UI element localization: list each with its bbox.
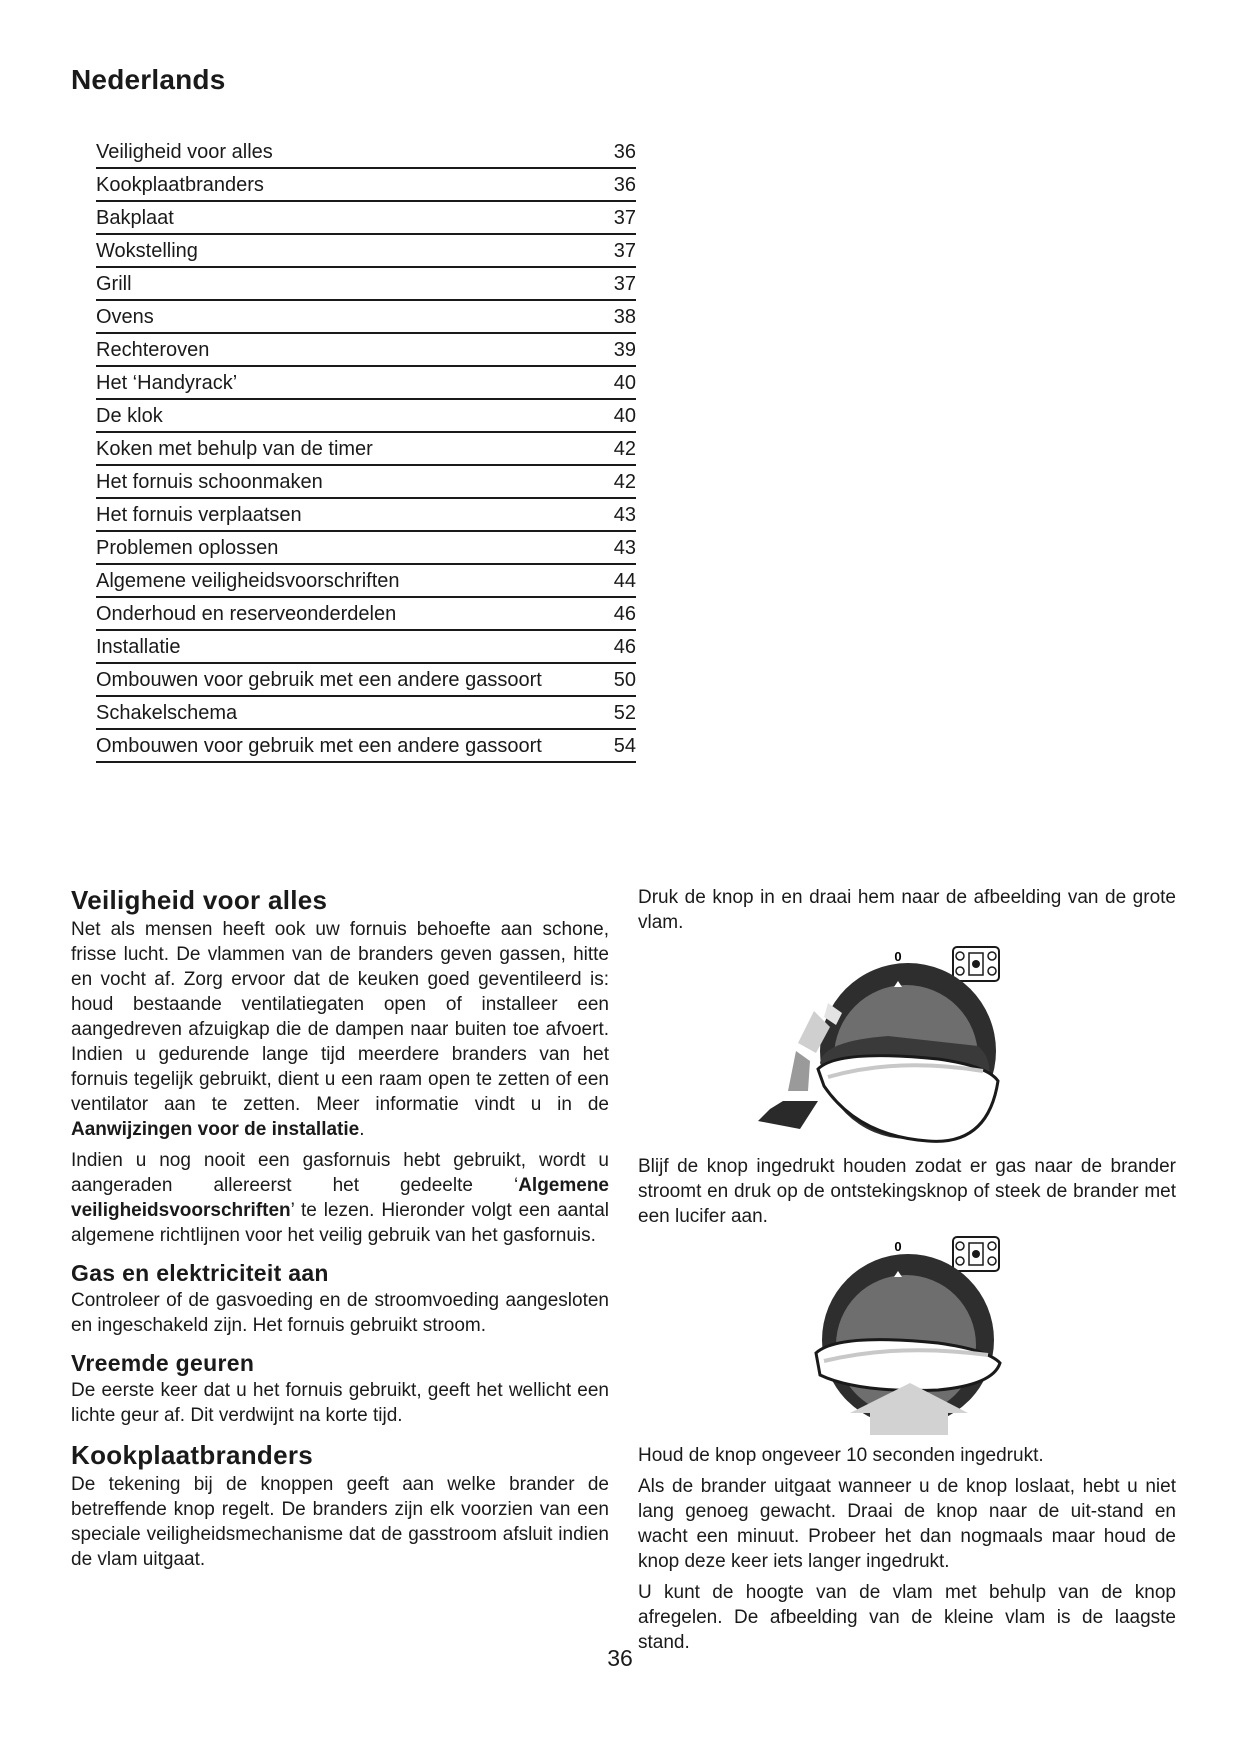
toc-entry-page: 46	[613, 603, 636, 625]
toc-entry-title: Ombouwen voor gebruik met een andere gassoort	[96, 735, 542, 757]
instruction-paragraph-5: U kunt de hoogte van de vlam met behulp van de knop afregelen. De afbeelding van de kleine vlam is de laagste stand.	[638, 1582, 1176, 1653]
toc-entry	[96, 433, 636, 466]
toc-entry	[96, 334, 636, 367]
toc-entry-title: Installatie	[96, 636, 181, 658]
language-title: Nederlands	[71, 64, 226, 95]
toc-entry-title: Bakplaat	[96, 207, 174, 229]
toc-entry-page: 43	[613, 537, 636, 559]
toc-entry	[96, 466, 636, 499]
toc-entry-page: 38	[613, 306, 636, 328]
toc-entry	[96, 367, 636, 400]
gas-paragraph: Controleer of de gasvoeding en de stroomvoeding aangesloten en ingeschakeld zijn. Het fornuis gebruikt stroom.	[71, 1290, 609, 1336]
toc-entry-title: De klok	[96, 405, 163, 427]
toc-entry-page: 46	[613, 636, 636, 658]
toc-entry	[96, 664, 636, 697]
toc-entry	[96, 136, 636, 169]
section-heading-safety: Veiligheid voor alles	[71, 885, 328, 915]
toc-entry-title: Rechteroven	[96, 339, 210, 361]
section-heading-gas: Gas en elektriciteit aan	[71, 1260, 329, 1286]
toc-entry	[96, 499, 636, 532]
knob-turn-figure	[638, 941, 1176, 1146]
instruction-paragraph-4: Als de brander uitgaat wanneer u de knop loslaat, hebt u niet lang genoeg gewacht. Draai de knop naar de uit-stand en wacht een minuut. Probeer het dan nogmaals maar houd de knop deze keer iets langer ingedrukt.	[638, 1476, 1176, 1572]
toc-entry-page: 36	[613, 141, 636, 163]
toc-entry-title: Het fornuis schoonmaken	[96, 471, 323, 493]
control-knob-icon	[818, 963, 998, 1141]
toc-entry-page: 37	[613, 240, 636, 262]
toc-entry-title: Ombouwen voor gebruik met een andere gassoort	[96, 669, 542, 691]
toc-entry-page: 37	[613, 207, 636, 229]
toc-entry-title: Schakelschema	[96, 702, 238, 724]
toc-entry	[96, 268, 636, 301]
toc-entry-page: 36	[613, 174, 636, 196]
toc-entry-page: 52	[613, 702, 636, 724]
toc-entry-title: Ovens	[96, 306, 154, 328]
page-number: 36	[607, 1645, 633, 1671]
toc-entry-title: Wokstelling	[96, 240, 198, 262]
toc-entry	[96, 730, 636, 763]
toc-entry	[96, 697, 636, 730]
toc-entry-title: Onderhoud en reserveonderdelen	[96, 603, 397, 625]
section-heading-smell: Vreemde geuren	[71, 1350, 255, 1376]
right-column	[638, 885, 1176, 1661]
toc-entry	[96, 301, 636, 334]
smell-paragraph: De eerste keer dat u het fornuis gebruikt, geeft het wellicht een lichte geur af. Dit verdwijnt na korte tijd.	[71, 1380, 609, 1426]
toc-entry-page: 50	[613, 669, 636, 691]
table-of-contents	[96, 136, 636, 763]
safety-paragraph-2: Indien u nog nooit een gasfornuis hebt gebruikt, wordt u aangeraden allereerst het gedeelte ‘Algemene veiligheidsvoorschriften’ te lezen. Hieronder volgt een aantal algemene richtlijnen voor het veilig gebruik van het gasfornuis.	[71, 1150, 609, 1246]
toc-entry-title: Grill	[96, 273, 132, 295]
toc-entry	[96, 169, 636, 202]
knob-zero-label: 0	[894, 949, 902, 964]
toc-entry	[96, 565, 636, 598]
instruction-paragraph-3: Houd de knop ongeveer 10 seconden ingedrukt.	[638, 1445, 1044, 1466]
instruction-paragraph-1: Druk de knop in en draai hem naar de afbeelding van de grote vlam.	[638, 887, 1176, 933]
toc-entry-title: Algemene veiligheidsvoorschriften	[96, 570, 400, 592]
toc-entry	[96, 532, 636, 565]
toc-entry-page: 42	[613, 438, 636, 460]
toc-entry-page: 39	[613, 339, 636, 361]
toc-entry-title: Het ‘Handyrack’	[96, 372, 238, 394]
toc-entry-page: 40	[613, 372, 636, 394]
toc-entry-title: Veiligheid voor alles	[96, 141, 273, 163]
hob-burner-diagram-icon	[953, 947, 999, 981]
burners-paragraph: De tekening bij de knoppen geeft aan welke brander de betreffende knop regelt. De branders zijn elk voorzien van een speciale veiligheidsmechanisme dat de gasstroom afsluit indien de vlam uitgaat.	[71, 1474, 609, 1570]
knob-zero-label-2: 0	[894, 1239, 902, 1254]
section-heading-burners: Kookplaatbranders	[71, 1440, 314, 1470]
toc-entry-title: Het fornuis verplaatsen	[96, 504, 302, 526]
toc-entry-page: 37	[613, 273, 636, 295]
toc-entry-title: Koken met behulp van de timer	[96, 438, 373, 460]
toc-entry	[96, 598, 636, 631]
instruction-paragraph-2: Blijf de knop ingedrukt houden zodat er gas naar de brander stroomt en druk op de ontstekingsknop of steek de brander met een lucifer aan.	[638, 1156, 1176, 1227]
toc-entry	[96, 400, 636, 433]
toc-entry-title: Kookplaatbranders	[96, 174, 264, 196]
toc-entry	[96, 202, 636, 235]
toc-entry-page: 43	[613, 504, 636, 526]
hob-burner-diagram-icon-2	[953, 1237, 999, 1271]
toc-entry	[96, 235, 636, 268]
toc-entry-title: Problemen oplossen	[96, 537, 279, 559]
toc-entry	[96, 631, 636, 664]
toc-entry-page: 40	[613, 405, 636, 427]
safety-paragraph-1: Net als mensen heeft ook uw fornuis behoefte aan schone, frisse lucht. De vlammen van de branders geven gassen, hitte en vocht af. Zorg ervoor dat de keuken goed geventileerd is: houd bestaande ventilatiegaten open of installeer een aangedreven afzuigkap die de dampen naar buiten toe afvoert. Indien u gedurende lange tijd meerdere branders van het fornuis tegelijk gebruikt, dient u een raam open te zetten of een ventilator aan te zetten. Meer informatie vindt u in de Aanwijzingen voor de installatie.	[71, 919, 609, 1140]
left-column	[71, 885, 609, 1578]
toc-entry-page: 54	[613, 735, 636, 757]
toc-entry-page: 42	[613, 471, 636, 493]
toc-entry-page: 44	[613, 570, 636, 592]
knob-press-figure	[638, 1235, 1176, 1435]
